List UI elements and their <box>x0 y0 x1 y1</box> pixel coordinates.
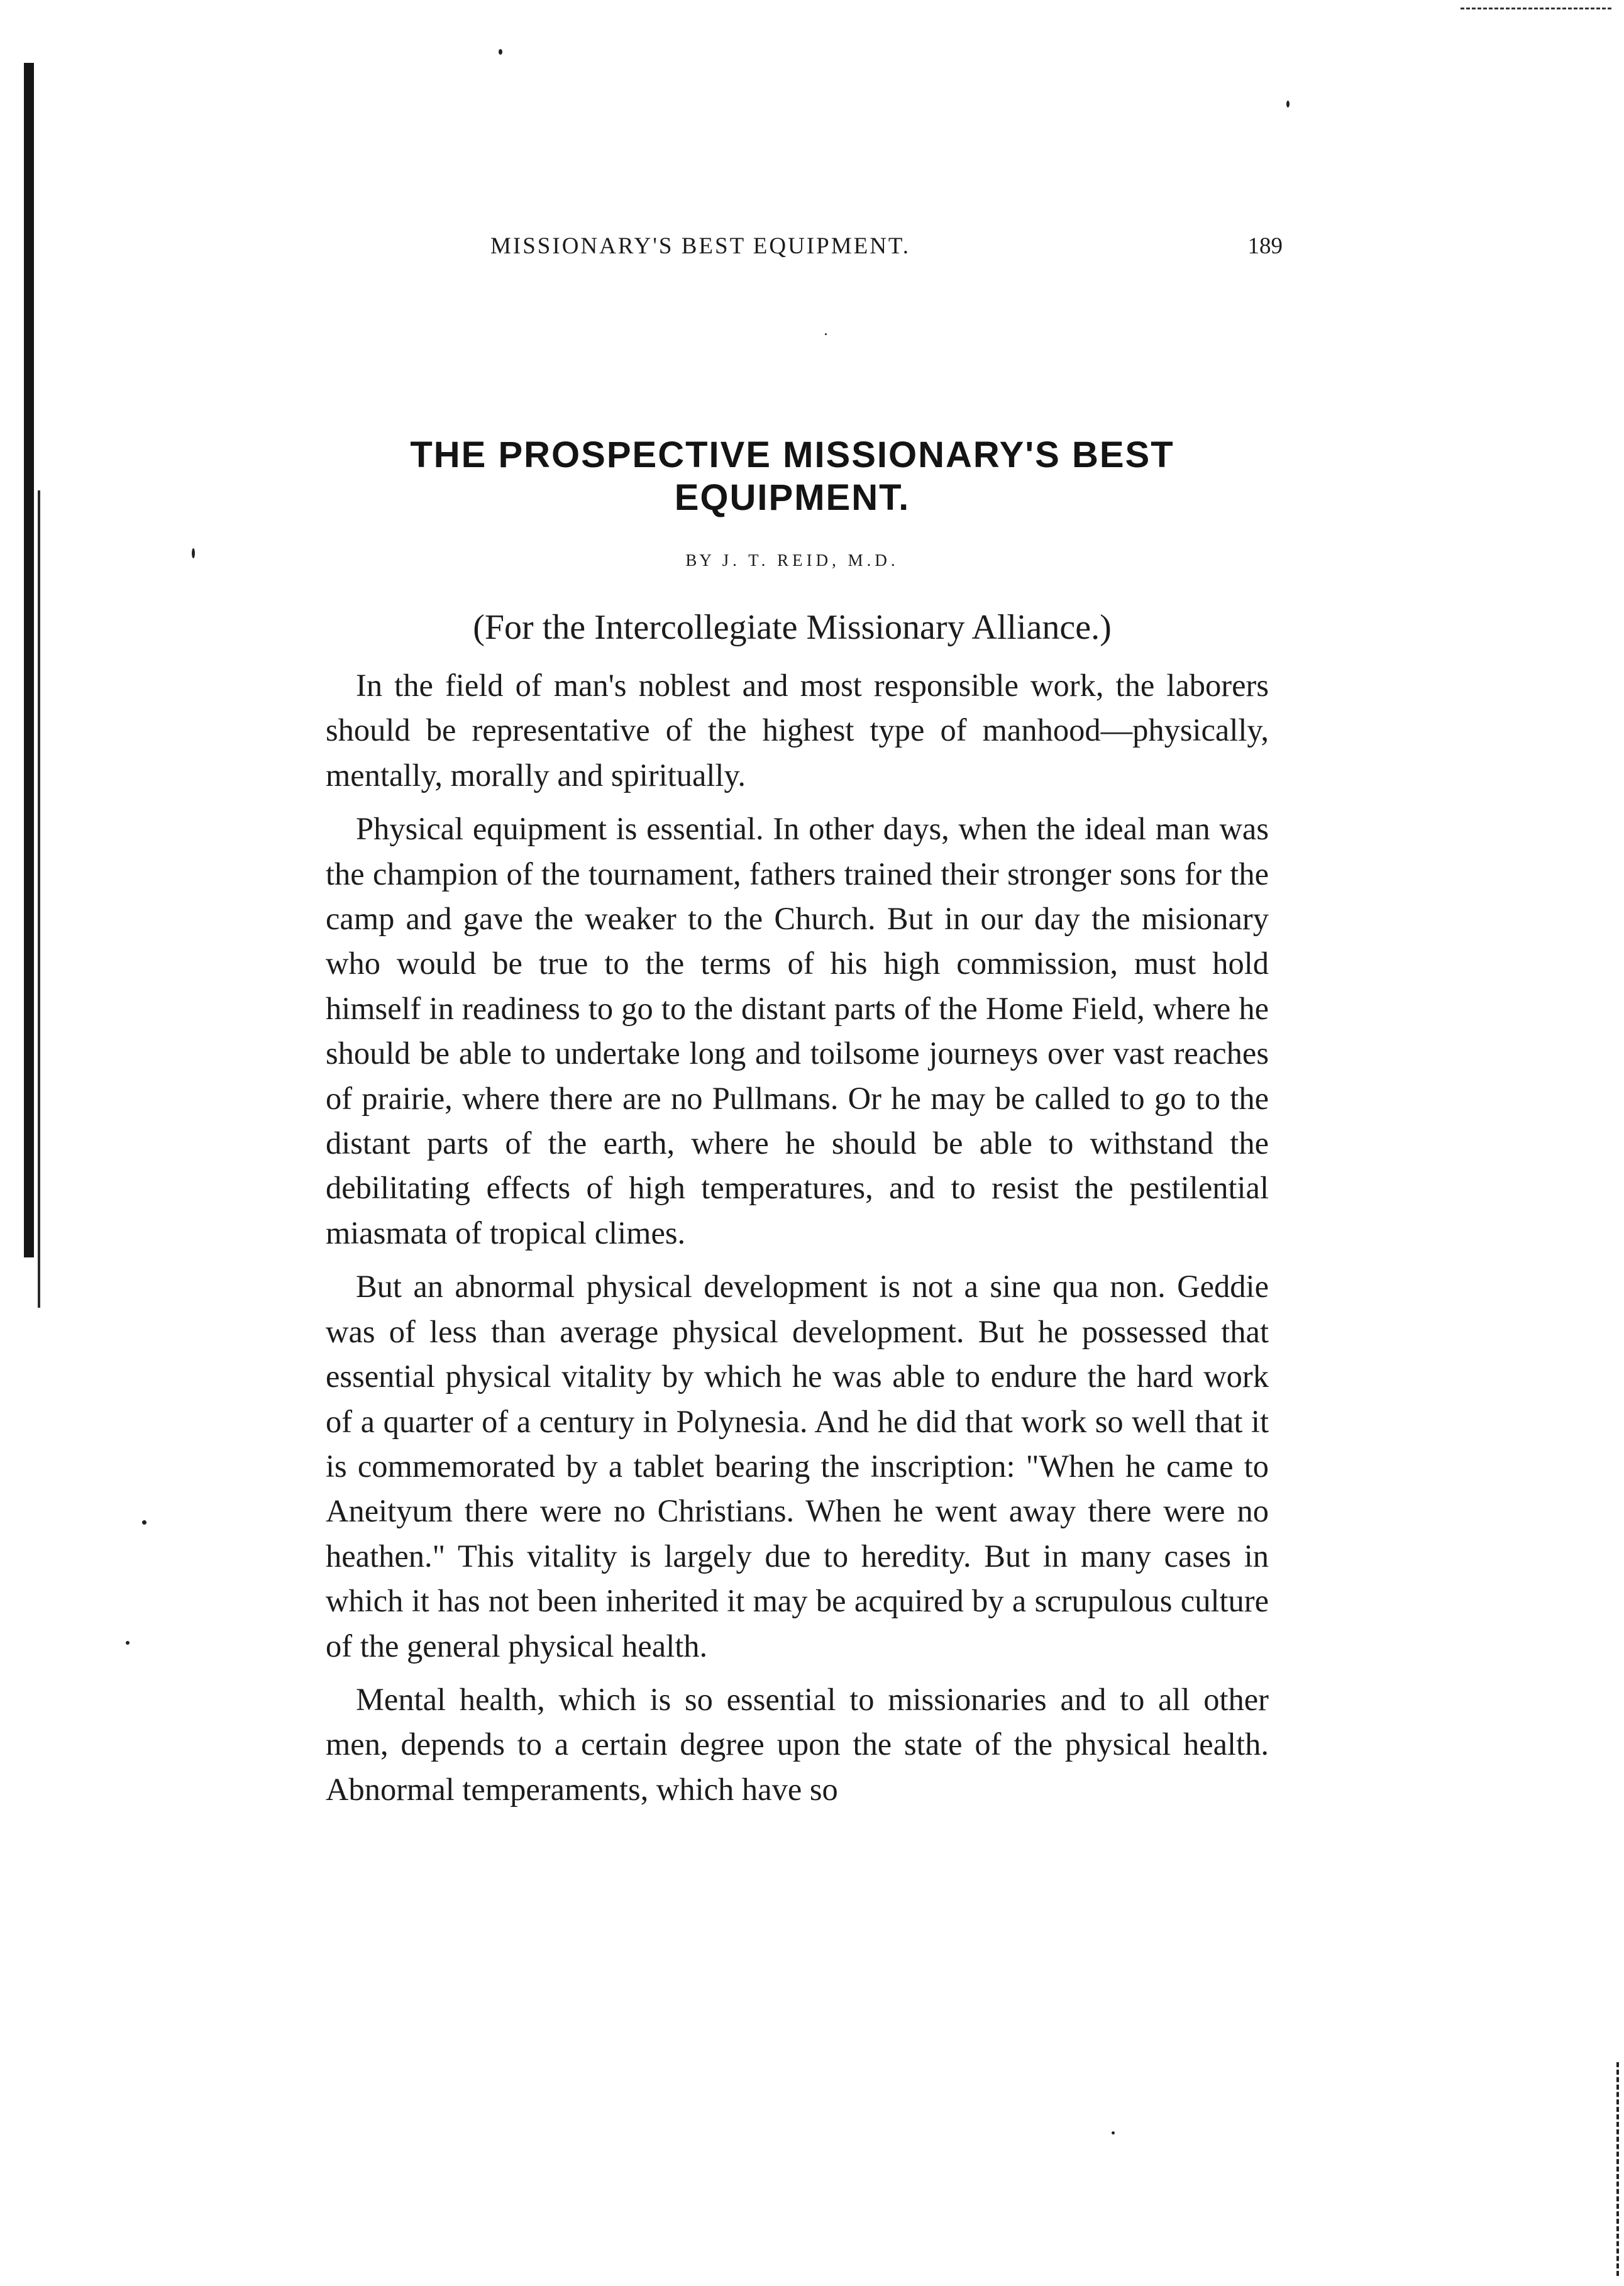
scan-speck <box>142 1520 146 1525</box>
scan-speck <box>126 1641 130 1645</box>
byline-prefix: BY <box>685 551 714 570</box>
body-paragraph: But an abnormal physical development is not a sine qua non. Geddie was of less than average physical development. But he possessed that essential physical vitality by which he was able to endure the hard work of a quarter of a century in Polynesia. And he did that work so well that it is commemorated by a tablet bearing the inscription: "When he came to Aneityum there were no Christians. When he went away there were no heathen." This vitality is largely due to heredity. But in many cases in which it has not been inherited it may be acquired by a scrupulous culture of the general physical health. <box>326 1269 1269 1664</box>
scan-edge-mark-top <box>1461 8 1611 9</box>
running-title: MISSIONARY'S BEST EQUIPMENT. <box>490 233 911 259</box>
body-paragraph: Mental health, which is so essential to missionaries and to all other men, depends to a certain degree upon the state of the physical health. Abnormal temperaments, which have so <box>326 1681 1269 1807</box>
article-subtitle: (For the Intercollegiate Missionary Alliance.) <box>473 608 1112 647</box>
article-body <box>326 663 1269 1812</box>
body-paragraph: Physical equipment is essential. In other days, when the ideal man was the champion of the tournament, fathers trained their stronger sons for the camp and gave the weaker to the Church. But in our day the misionary who would be true to the terms of his high commission, must hold himself in readiness to go to the distant parts of the Home Field, where he should be able to undertake long and toilsome journeys over vast reaches of prairie, where there are no Pullmans. Or he may be called to go to the distant parts of the earth, where he should be able to withstand the debilitating effects of high temperatures, and to resist the pestilential miasmata of tropical climes. <box>326 811 1269 1251</box>
article-title <box>327 434 1257 519</box>
article-title-line-1: THE PROSPECTIVE MISSIONARY'S BEST <box>410 434 1174 475</box>
body-paragraph: In the field of man's noblest and most responsible work, the laborers should be representative of the highest type of manhood—physically, mentally, morally and spiritually. <box>326 668 1269 793</box>
scan-speck <box>825 333 827 335</box>
binding-shadow-line <box>38 490 40 1308</box>
scan-speck <box>1112 2131 1115 2134</box>
scan-speck <box>499 49 502 55</box>
article-title-line-2: EQUIPMENT. <box>674 477 910 518</box>
binding-shadow <box>24 63 34 1257</box>
scan-edge-mark-right <box>1616 2062 1619 2276</box>
scan-speck <box>192 548 195 558</box>
byline-author: J. T. REID, M.D. <box>722 551 899 570</box>
running-header <box>490 233 1283 270</box>
byline <box>327 551 1257 570</box>
scan-speck <box>1286 101 1290 108</box>
page-number: 189 <box>1247 233 1283 259</box>
